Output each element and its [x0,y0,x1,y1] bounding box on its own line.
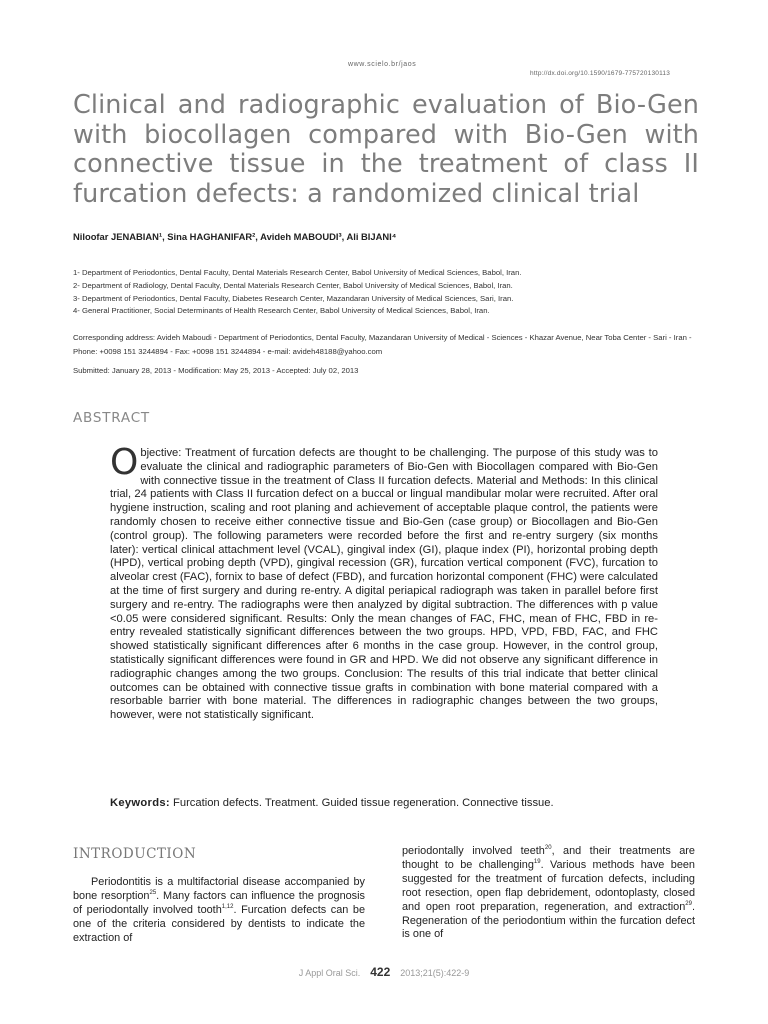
intro-text: Periodontitis is a multifactorial disease accompanied by bone resorption [73,876,365,902]
affiliation-2: 2- Department of Radiology, Dental Faculty, Dental Materials Research Center, Babol University of Medical Sciences, Babol, Iran. [73,280,513,290]
affiliation-1: 1- Department of Periodontics, Dental Faculty, Dental Materials Research Center, Babol University of Medical Sciences, Babol, Iran. [73,268,522,277]
introduction-left-column [73,876,365,946]
citation-ref: 25 [149,889,157,896]
intro-text: . Various methods have been suggested for the treatment of furcation defects, including root resection, open flap debridement, odontoplasty, closed and open root preparation, regeneration, and extraction [402,858,695,913]
introduction-right-column [402,845,695,942]
doi-link[interactable]: http://dx.doi.org/10.1590/1679-775720130113 [530,70,671,77]
journal-website[interactable]: www.scielo.br/jaos [348,61,417,68]
affiliation-4: 4- General Practitioner, Social Determinants of Health Research Center, Babol University of Medical Sciences, Babol, Iran. [73,306,490,316]
citation-ref: 20 [544,845,552,851]
citation-ref: 1,12 [221,903,234,910]
abstract-text: bjective: Treatment of furcation defects are thought to be challenging. The purpose of this study was to evaluate the clinical and radiographic parameters of Bio-Gen with Biocollagen compared with Bio-Gen with connective tissue in the treatment of Class II furcation defects. Material and Methods: In this clinical trial, 24 patients with Class II furcation defect on a buccal or lingual mandibular molar were recruited. After oral hygiene instruction, scaling and root planing and achievement of acceptable plaque control, the patients were randomly chosen to receive either connective tissue and Bio-Gen (case group) or Biocollagen and Bio-Gen (control group). The following parameters were recorded before the first and re-entry surgery (six months later): vertical clinical attachment level (VCAL), gingival index (GI), plaque index (PI), horizontal probing depth (HPD), vertical probing depth (VPD), gingival recession (GR), furcation vertical component (FVC), furcation to alveolar crest (FAC), fornix to base of defect (FBD), and furcation horizontal component (FHC) were calculated at the time of first surgery and during re-entry. A digital periapical radiograph was taken in parallel before first surgery and re-entry. The radiographs were then analyzed by digital subtraction. The differences with p value <0.05 were considered significant. Results: Only the mean changes of FAC, FHC, mean of FHC, FBD in re-entry revealed statistically significant differences between the two groups. HPD, VPD, FBD, FAC, and FHC showed statistically significant differences after 6 months in the case group. However, in the control group, statistically significant differences were found in GR and HPD. We did not observe any significant difference in radiographic changes among the two groups. Conclusion: The results of this trial indicate that better clinical outcomes can be obtained with connective tissue grafts in combination with bone material compared with a resorbable barrier with bone material. The differences in radiographic changes between the two groups, however, were not statistically significant. [110,447,658,722]
submission-dates: Submitted: January 28, 2013 - Modification: May 25, 2013 - Accepted: July 02, 2013 [73,366,359,375]
intro-text: , and their treatments are thought to be challenging [402,845,695,871]
drop-cap: O [110,442,139,483]
page-number: 422 [370,965,391,979]
footer-journal: J Appl Oral Sci. [298,968,361,978]
page-footer [0,965,768,979]
footer-citation: 2013;21(5):422-9 [400,968,470,978]
abstract-body [110,442,658,723]
keywords [110,797,670,809]
introduction-heading: INTRODUCTION [73,846,197,862]
affiliation-3: 3- Department of Periodontics, Dental Faculty, Diabetes Research Center, Mazandaran University of Medical Sciences, Sari, Iran. [73,293,514,303]
intro-text: . Many factors can influence the prognosis of periodontally involved tooth [73,889,365,916]
abstract-heading: ABSTRACT [73,410,150,426]
author-list: Niloofar JENABIAN¹, Sina HAGHANIFAR², Avideh MABOUDI³, Ali BIJANI⁴ [73,231,397,242]
affiliations [73,267,693,318]
keywords-label: Keywords: [110,797,170,809]
citation-ref: 19 [533,858,541,865]
intro-text: . Regeneration of the periodontium within the furcation defect is one of [402,900,695,941]
intro-text: periodontally involved teeth [402,845,545,857]
keywords-list: Furcation defects. Treatment. Guided tissue regeneration. Connective tissue. [173,797,554,809]
intro-text: . Furcation defects can be one of the criteria considered by dentists to indicate the extraction of [73,903,366,944]
corresponding-address: Corresponding address: Avideh Maboudi - Department of Periodontics, Dental Faculty, Mazandaran University of Medical - Sciences - Khazar Avenue, Near Toba Center - Sari - Iran - Phone: +0098 151 3244894 - Fax: +0098 151 3244894 - e-mail: avideh48188@yahoo.com [73,333,692,356]
citation-ref: 29 [685,900,692,907]
paper-title: Clinical and radiographic evaluation of Bio-Gen with biocollagen compared with Bio-Gen with connective tissue in the treatment of class II furcation defects: a randomized clinical trial [73,90,699,209]
